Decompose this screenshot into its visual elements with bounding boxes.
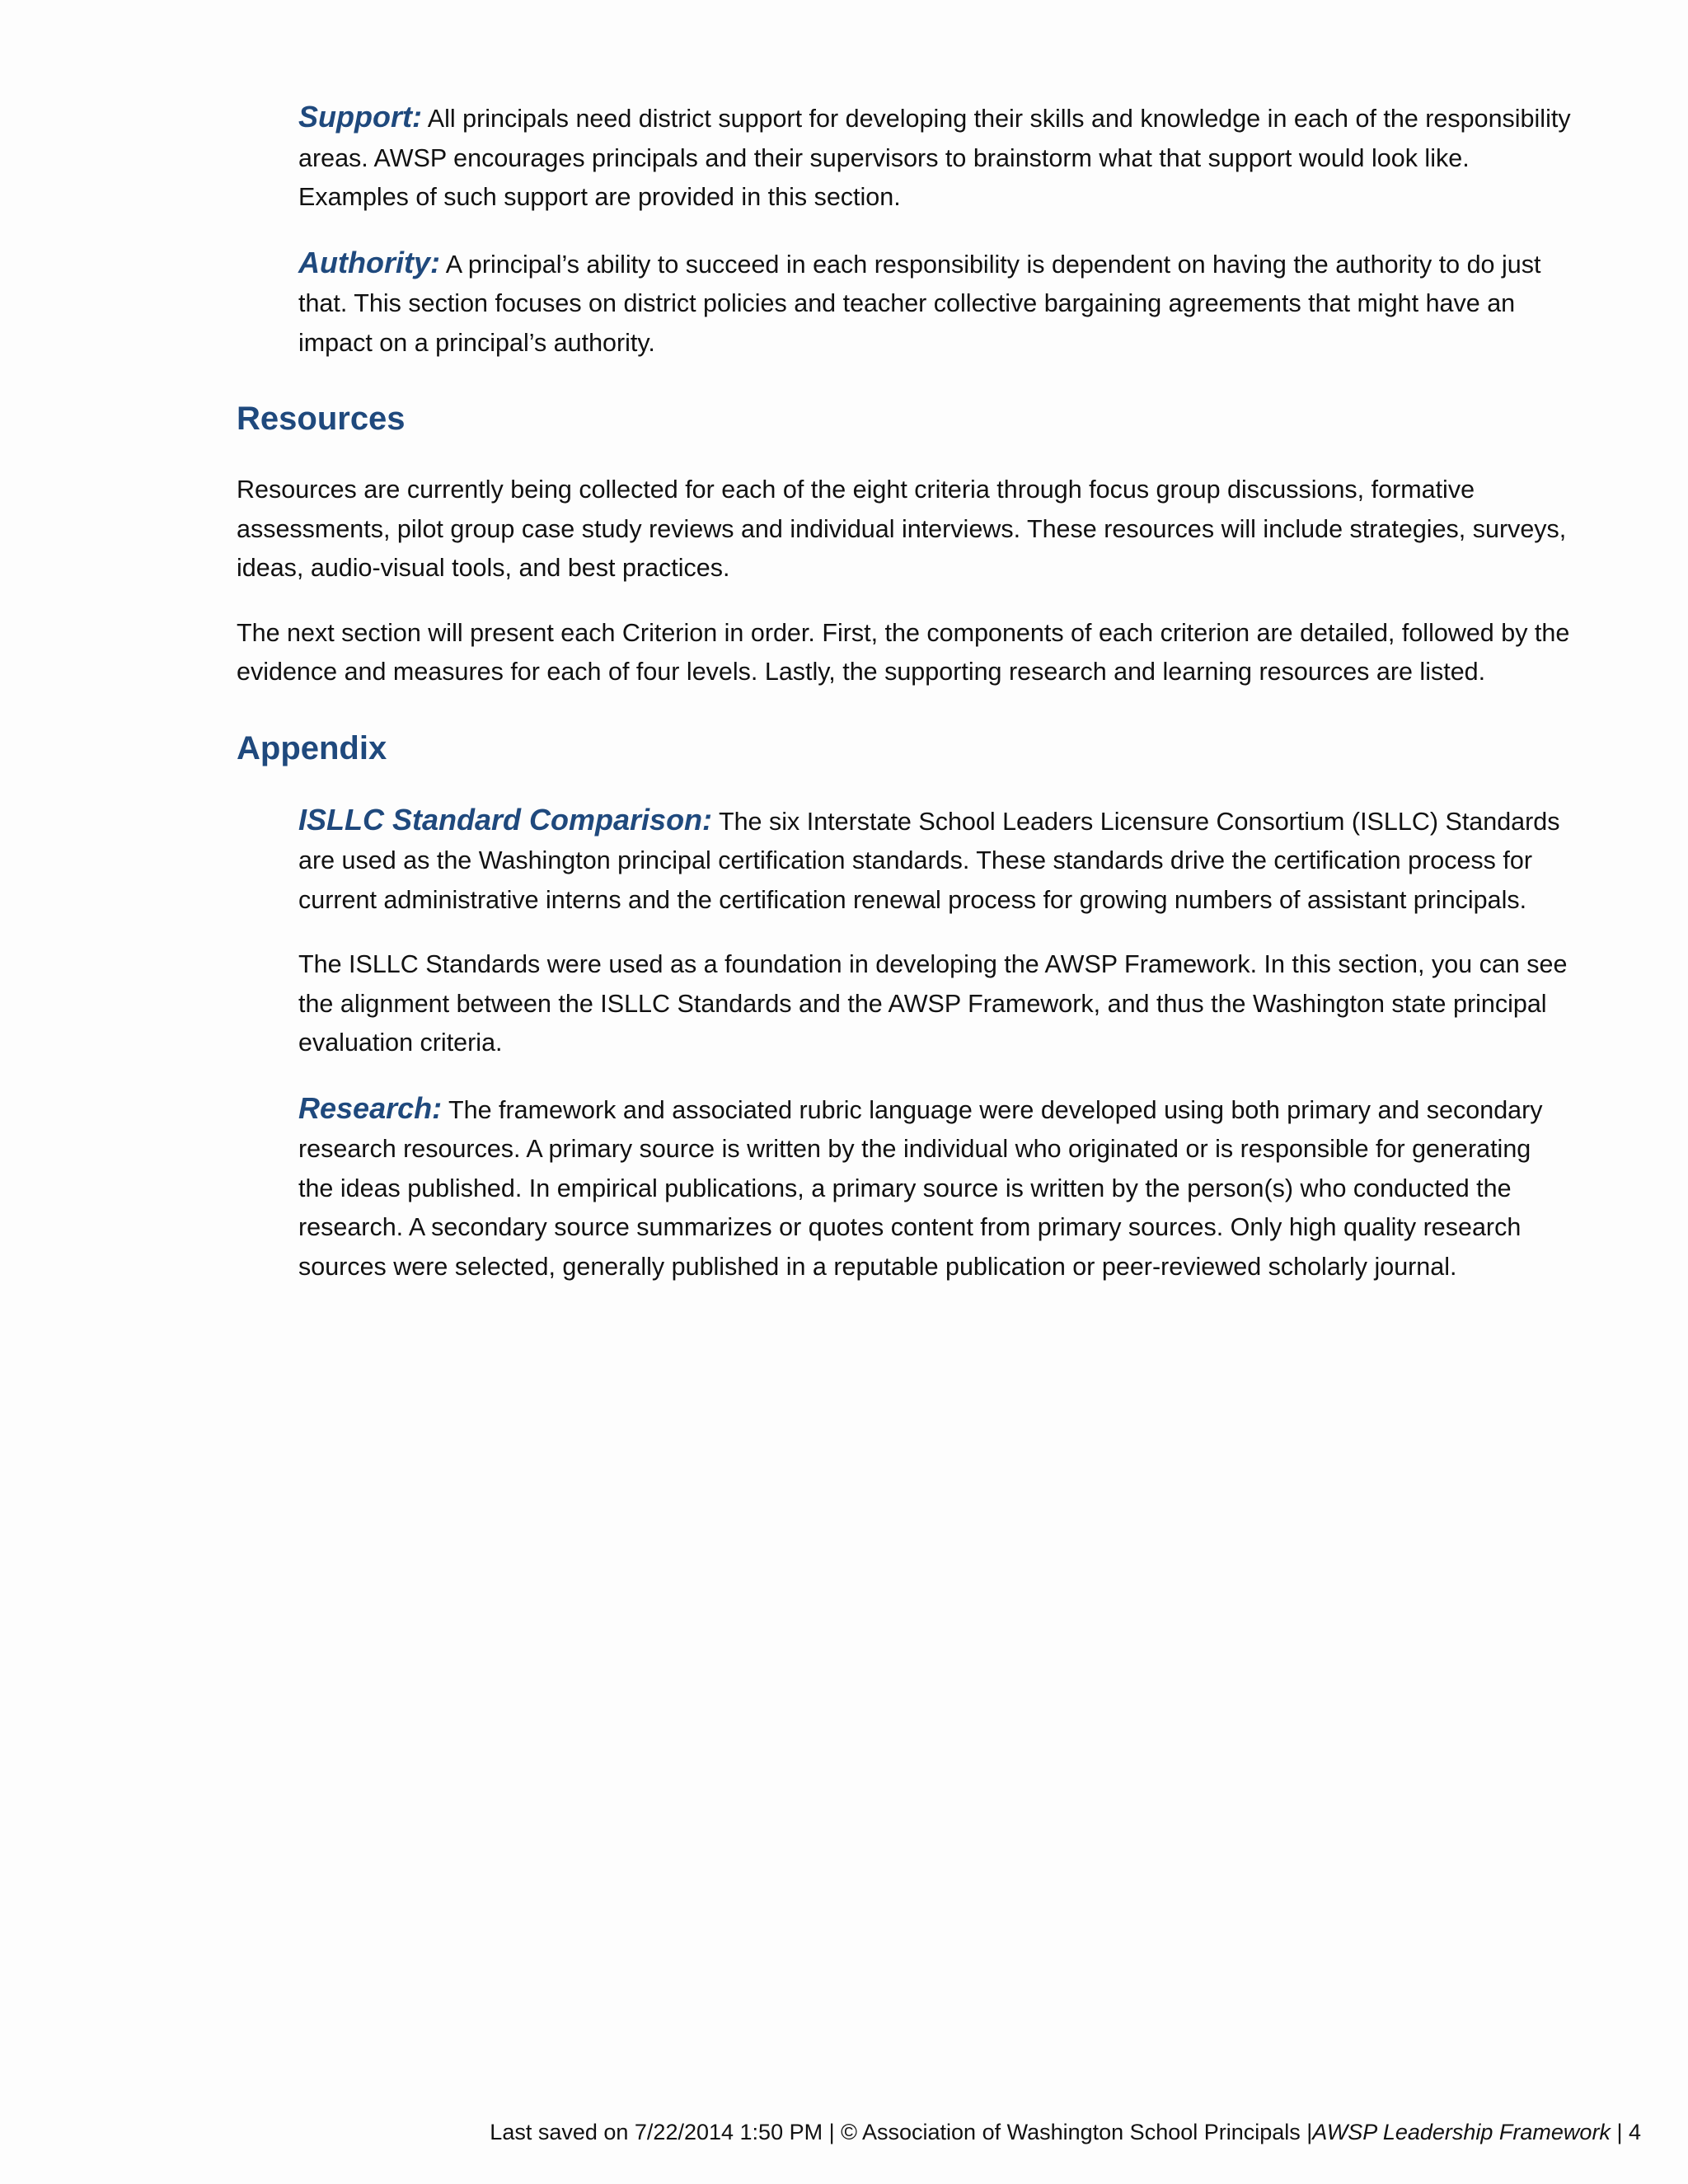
resources-heading: Resources bbox=[237, 401, 406, 437]
authority-paragraph bbox=[298, 243, 1572, 363]
resources-paragraph-1: Resources are currently being collected for each of the eight criteria through focus group discussions, formative assessments, pilot group case study reviews and individual interviews. These resources will include strategies, surveys, ideas, audio-visual tools, and best practices. bbox=[237, 476, 1567, 582]
isllc-paragraph bbox=[298, 800, 1572, 921]
research-lead: Research: bbox=[298, 1090, 443, 1125]
resources-paragraph-2: The next section will present each Criterion in order. First, the components of each criterion are detailed, followed by the evidence and measures for each of four levels. Lastly, the supporting research and learning resources are listed. bbox=[237, 618, 1570, 686]
isllc-lead: ISLLC Standard Comparison: bbox=[298, 802, 713, 837]
page-footer bbox=[490, 2118, 1641, 2146]
isllc-text: The six Interstate School Leaders Licensure Consortium (ISLLC) Standards are used as the Washington principal certification standards. These standards drive the certification process for current administrative interns and the certification renewal process for growing numbers of assistant principals. bbox=[298, 807, 1560, 914]
authority-lead: Authority: bbox=[298, 245, 440, 279]
appendix-heading: Appendix bbox=[237, 729, 387, 766]
research-text: The framework and associated rubric language were developed using both primary and secondary research resources. A primary source is written by the individual who originated or is responsible for generating the ideas published. In empirical publications, a primary source is written by the person(s) who conducted the research. A secondary source summarizes or quotes content from primary sources. Only high quality research sources were selected, generally published in a reputable publication or peer-reviewed scholarly journal. bbox=[298, 1095, 1543, 1281]
support-paragraph bbox=[298, 97, 1572, 218]
isllc-alignment-paragraph: The ISLLC Standards were used as a foundation in developing the AWSP Framework. In this section, you can see the alignment between the ISLLC Standards and the AWSP Framework, and thus the Washington state principal evaluation criteria. bbox=[298, 950, 1568, 1057]
research-paragraph bbox=[298, 1089, 1572, 1287]
page-number: 4 bbox=[1628, 2120, 1641, 2144]
footer-doc-title: AWSP Leadership Framework bbox=[1312, 2120, 1611, 2144]
support-text: All principals need district support for developing their skills and knowledge in each of the responsibility areas. AWSP encourages principals and their supervisors to brainstorm what that support would look like. Examples of such support are provided in this section. bbox=[298, 105, 1571, 211]
footer-prefix: Last saved on 7/22/2014 1:50 PM | © Association of Washington School Principals | bbox=[490, 2120, 1313, 2144]
authority-text: A principal’s ability to succeed in each responsibility is dependent on having the authority to do just that. This section focuses on district policies and teacher collective bargaining agreements that might have an impact on a principal’s authority. bbox=[298, 250, 1541, 357]
page-content bbox=[237, 97, 1572, 1286]
support-lead: Support: bbox=[298, 100, 422, 134]
footer-page-separator: | bbox=[1610, 2120, 1629, 2144]
